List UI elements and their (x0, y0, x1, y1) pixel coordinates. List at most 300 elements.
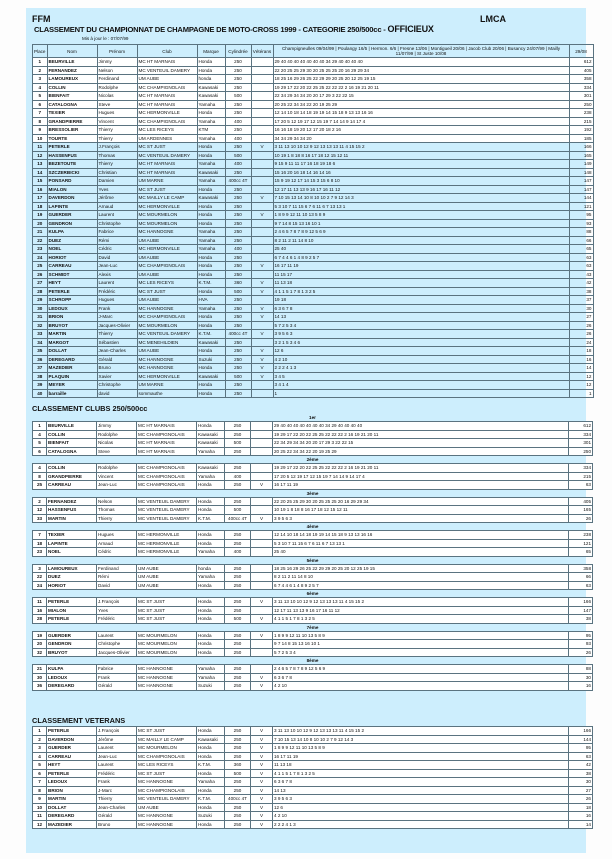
cell-nom: FERNANDEZ (47, 66, 97, 75)
table-row (33, 296, 594, 305)
cell-total: 26 (569, 795, 593, 804)
column-header-cylindree: Cylindrée (225, 45, 251, 58)
table-row (33, 820, 593, 829)
cell-scores: 9 7 14 8 15 13 16 10 1 (273, 640, 569, 649)
cell-club: MC CHAMPIGNOLAIS (137, 313, 197, 322)
cell-place: 4 (33, 752, 47, 761)
cell-marque: Honda (197, 143, 225, 152)
cell-nom: LAMOUREUX (47, 75, 97, 84)
cell-veteran (251, 236, 273, 245)
table-row (33, 464, 593, 473)
cell-club: MC HANNOGNE (137, 304, 197, 313)
cell-total: 144 (569, 194, 593, 203)
cell-prenom: Hugues (97, 109, 137, 118)
table-row (33, 795, 593, 804)
cell-scores: 3 11 13 10 10 12 9 12 13 13 13 11 4 15 15 2 (273, 598, 569, 607)
cell-prenom: Frédéric (97, 287, 137, 296)
cell-prenom: Alexis (97, 270, 137, 279)
cell-club: UM AUBE (137, 581, 197, 590)
cell-veteran: V (251, 279, 273, 288)
cell-veteran (251, 497, 273, 506)
cell-veteran (251, 134, 273, 143)
column-header-total: 29/08 (569, 45, 593, 58)
cell-nom: MARTIN (47, 514, 97, 523)
cell-veteran (251, 472, 273, 481)
cell-marque: Honda (197, 786, 225, 795)
table-row (33, 786, 593, 795)
cell-place: 39 (33, 381, 48, 390)
cell-veteran: V (251, 803, 273, 812)
cell-veteran: V (251, 313, 273, 322)
cell-veteran (251, 109, 273, 118)
cell-nom: PETERLE (47, 143, 97, 152)
club-rank-label: 8ème (306, 658, 319, 663)
cell-scores: 11 13 18 (273, 761, 569, 770)
cell-marque: Yamaha (197, 117, 225, 126)
cell-nom: SCHROPP (47, 296, 97, 305)
cell-prenom: Christophe (97, 381, 137, 390)
cell-cylindree: 250 (225, 631, 251, 640)
cell-scores: 22 20 25 25 29 30 20 25 25 25 20 16 29 29 34 (273, 66, 569, 75)
cell-prenom: Frank (97, 304, 137, 313)
table-row (33, 648, 593, 657)
cell-place: 12 (33, 506, 47, 515)
cell-cylindree: 250 (225, 820, 251, 829)
table-row (33, 548, 593, 557)
cell-cylindree: 500 (225, 372, 251, 381)
cell-marque: Honda (197, 287, 225, 296)
table-row (33, 134, 594, 143)
cell-marque: Kawasaki (197, 464, 225, 473)
table-row (33, 761, 593, 770)
cell-nom: GENDRON (47, 640, 97, 649)
cell-place: 36 (33, 682, 47, 691)
cell-nom: BRUYOT (47, 321, 97, 330)
cell-prenom: Christian (97, 168, 137, 177)
cell-veteran (251, 253, 273, 262)
cell-veteran: V (251, 735, 273, 744)
cell-veteran: V (251, 514, 273, 523)
cell-place: 33 (33, 514, 47, 523)
cell-nom: BEURVILLE (47, 422, 97, 431)
cell-prenom: Steve (97, 100, 137, 109)
cell-total: 334 (569, 430, 593, 439)
table-row (33, 606, 593, 615)
cell-total: 301 (569, 439, 593, 448)
cell-total: 612 (569, 58, 593, 67)
cell-total: 26 (569, 330, 593, 339)
cell-scores: 4 2 10 (273, 812, 569, 821)
cell-prenom: Yves (97, 606, 137, 615)
cell-scores: 5 7 2 5 3 4 (273, 648, 569, 657)
cell-nom: COLLIN (47, 464, 97, 473)
cell-veteran (251, 389, 273, 398)
cell-cylindree: 500 (225, 506, 251, 515)
cell-total: 93 (569, 640, 593, 649)
cell-total: 63 (569, 752, 593, 761)
cell-cylindree: 250 (225, 539, 251, 548)
cell-club: MC HERMONVILLE (137, 245, 197, 254)
cell-veteran (251, 219, 273, 228)
cell-nom: LEDOUX (47, 778, 97, 787)
cell-veteran: V (251, 347, 273, 356)
cell-place: 14 (33, 168, 48, 177)
cell-total: 63 (569, 262, 593, 271)
cell-place: 21 (33, 228, 48, 237)
table-row (33, 143, 594, 152)
cell-scores: 2 2 2 4 1 3 (273, 364, 569, 373)
cell-prenom: Arnaud (97, 539, 137, 548)
cell-cylindree: 250 (225, 531, 251, 540)
column-header-place: Place (33, 45, 48, 58)
cell-prenom: Frank (97, 673, 137, 682)
cell-nom: HORIOT (47, 253, 97, 262)
cell-cylindree: 250 (225, 202, 251, 211)
cell-club: MC HANNOGNE (137, 778, 197, 787)
cell-cylindree: 400 (225, 472, 251, 481)
cell-scores: 29 40 40 40 40 40 40 40 34 29 40 40 40 40 (273, 422, 569, 431)
cell-prenom: Rodolphe (97, 464, 137, 473)
cell-place: 40 (33, 389, 48, 398)
cell-marque: honda (197, 75, 225, 84)
cell-place: 18 (33, 539, 47, 548)
cell-club: MC HT MARNAIS (137, 58, 197, 67)
cell-total: 42 (569, 279, 593, 288)
cell-veteran (251, 228, 273, 237)
cell-club: MC MOURMELON (137, 219, 197, 228)
cell-prenom: Vincent (97, 117, 137, 126)
cell-club: MC LES RICEYS (137, 126, 197, 135)
cell-marque: Honda (197, 752, 225, 761)
lmca-label: LMCA (480, 14, 506, 24)
cell-place: 26 (33, 270, 48, 279)
cell-veteran (251, 117, 273, 126)
cell-marque: K.T.M. (197, 514, 225, 523)
cell-total: 27 (569, 786, 593, 795)
table-row (33, 564, 593, 573)
cell-prenom: Hugues (97, 296, 137, 305)
cell-prenom: Christophe (97, 219, 137, 228)
cell-total: 1 (569, 389, 593, 398)
cell-total: 18 (569, 347, 593, 356)
cell-club: MC HANNOGNE (137, 673, 197, 682)
cell-total: 12 (569, 372, 593, 381)
cell-prenom: Frédéric (97, 769, 137, 778)
table-row (33, 364, 594, 373)
column-header-club: Club (137, 45, 197, 58)
cell-total: 358 (569, 564, 593, 573)
cell-scores: 20 25 22 34 34 22 20 19 25 29 (273, 447, 569, 456)
club-rank-label: 4ème (306, 524, 319, 529)
table-row (33, 514, 593, 523)
cell-prenom: David (97, 253, 137, 262)
cell-marque: Honda (197, 262, 225, 271)
table-row (33, 330, 594, 339)
cell-club: MC HANNOGNE (137, 665, 197, 674)
club-rank-label: 1er (309, 415, 316, 420)
cell-veteran (251, 422, 273, 431)
table-row (33, 682, 593, 691)
cell-club: MC HT MARNAIS (137, 92, 197, 101)
cell-prenom: Thomas (97, 506, 137, 515)
cell-club: MC ST JUST (137, 185, 197, 194)
table-row (33, 673, 593, 682)
cell-veteran: V (251, 761, 273, 770)
cell-prenom: Jimmy (97, 422, 137, 431)
cell-nom: SZCZERBICKI (47, 168, 97, 177)
cell-veteran (251, 464, 273, 473)
cell-veteran: V (251, 820, 273, 829)
cell-place: 17 (33, 194, 48, 203)
table-row (33, 472, 593, 481)
cell-cylindree: 400cc 4T (225, 514, 251, 523)
cell-club: MC ST JUST (137, 606, 197, 615)
cell-cylindree: 400 (225, 117, 251, 126)
main-ranking-table (32, 44, 594, 398)
cell-scores: 25 40 (273, 245, 569, 254)
title-highlight: OFFICIEUX (387, 24, 434, 34)
cell-cylindree: 250 (225, 75, 251, 84)
cell-total: 16 (569, 355, 593, 364)
cell-cylindree: 250 (225, 219, 251, 228)
cell-marque: Honda (197, 202, 225, 211)
cell-cylindree: 250 (225, 228, 251, 237)
cell-prenom: Frédéric (97, 615, 137, 624)
cell-nom: MAZEDIER (47, 364, 97, 373)
cell-nom: COLLIN (47, 430, 97, 439)
table-row (33, 109, 594, 118)
cell-nom: KULPA (47, 228, 97, 237)
cell-veteran: V (251, 682, 273, 691)
cell-place: 7 (33, 778, 47, 787)
cell-club: MC ST JUST (137, 615, 197, 624)
cell-scores: 3 9 5 6 3 (273, 330, 569, 339)
cell-prenom: David (97, 581, 137, 590)
cell-total: 149 (569, 160, 593, 169)
cell-veteran: V (251, 778, 273, 787)
cell-marque: Kawasaki (197, 92, 225, 101)
cell-club: MC ST JUST (137, 287, 197, 296)
cell-total: 93 (569, 219, 593, 228)
cell-nom: HORIOT (47, 581, 97, 590)
cell-nom: TEXIER (47, 531, 97, 540)
cell-total: 215 (569, 472, 593, 481)
cell-total: 301 (569, 92, 593, 101)
cell-prenom: Sébastien (97, 338, 137, 347)
cell-place: 30 (33, 673, 47, 682)
cell-prenom: Thierry (97, 514, 137, 523)
cell-cylindree: 500 (225, 92, 251, 101)
table-row (33, 100, 594, 109)
cell-place: 8 (33, 117, 48, 126)
club-rank-heading (33, 590, 593, 598)
cell-prenom: Jean-Charles (97, 803, 137, 812)
cell-nom: MIALON (47, 185, 97, 194)
cell-total: 215 (569, 117, 593, 126)
cell-veteran: V (251, 194, 273, 203)
cell-club: MC MAILLY LE CAMP (137, 735, 197, 744)
cell-cylindree: 250 (225, 812, 251, 821)
cell-scores: 12 17 11 13 13 9 16 17 16 11 12 (273, 185, 569, 194)
cell-prenom: Thierry (97, 795, 137, 804)
cell-prenom: Jérôme (97, 735, 137, 744)
cell-place: 22 (33, 573, 47, 582)
cell-marque: Honda (197, 506, 225, 515)
cell-club: MC CHAMPIGNOLAIS (137, 752, 197, 761)
cell-place: 10 (33, 134, 48, 143)
cell-veteran (251, 648, 273, 657)
cell-cylindree: 500 (225, 439, 251, 448)
cell-veteran (251, 430, 273, 439)
cell-cylindree: 250 (225, 752, 251, 761)
cell-total: 166 (569, 598, 593, 607)
cell-club: UM AUBE (137, 347, 197, 356)
cell-place: 25 (33, 481, 47, 490)
cell-club: MC HT MARNAIS (137, 160, 197, 169)
cell-club: MC ST JUST (137, 769, 197, 778)
table-row (33, 581, 593, 590)
cell-nom: DOLLAT (47, 803, 97, 812)
cell-marque: Honda (197, 58, 225, 67)
cell-marque: Honda (197, 381, 225, 390)
cell-veteran: V (251, 744, 273, 753)
cell-marque: Yamaha (197, 160, 225, 169)
cell-scores: 1 (273, 389, 569, 398)
cell-total: 238 (569, 531, 593, 540)
cell-place: 27 (33, 279, 48, 288)
cell-total: 66 (569, 573, 593, 582)
cell-place: 16 (33, 606, 47, 615)
cell-marque: Honda (197, 606, 225, 615)
cell-veteran: V (251, 786, 273, 795)
cell-total: 37 (569, 296, 593, 305)
cell-place: 19 (33, 211, 48, 220)
cell-nom: HASSENFUS (47, 506, 97, 515)
cell-marque: Yamaha (197, 134, 225, 143)
cell-nom: COLLIN (47, 83, 97, 92)
cell-prenom: Jérôme (97, 194, 137, 203)
cell-total: 250 (569, 447, 593, 456)
cell-total: 38 (569, 769, 593, 778)
cell-club: MC CHAMPIGNOLAIS (137, 83, 197, 92)
cell-place: 34 (33, 338, 48, 347)
cell-veteran (251, 185, 273, 194)
table-row (33, 727, 593, 736)
cell-nom: LEDOUX (47, 673, 97, 682)
cell-cylindree: 250 (225, 347, 251, 356)
cell-club: MC HT MARNAIS (137, 422, 197, 431)
cell-marque: Honda (197, 581, 225, 590)
cell-scores: 2 4 6 5 7 8 7 8 9 12 5 6 9 (273, 228, 569, 237)
cell-prenom: Damien (97, 177, 137, 186)
cell-nom: GUERDER (47, 744, 97, 753)
cell-place: 8 (33, 786, 47, 795)
cell-place: 12 (33, 151, 48, 160)
cell-marque: Honda (197, 481, 225, 490)
cell-veteran: V (251, 287, 273, 296)
cell-place: 11 (33, 143, 48, 152)
cell-nom: BRESSOLIER (47, 126, 97, 135)
cell-club: MC MAILLY LE CAMP (137, 194, 197, 203)
cell-veteran (251, 75, 273, 84)
cell-cylindree: 400 (225, 134, 251, 143)
cell-scores: 10 19 1 8 18 8 16 17 18 12 15 12 11 (273, 151, 569, 160)
cell-nom: BRION (47, 786, 97, 795)
cell-marque: Kawasaki (197, 83, 225, 92)
cell-club: UM AUBE (137, 236, 197, 245)
cell-total: 38 (569, 615, 593, 624)
cell-place: 19 (33, 631, 47, 640)
cell-marque: Honda (197, 803, 225, 812)
cell-nom: HEYT (47, 279, 97, 288)
cell-scores: 18 25 16 29 26 25 22 29 29 20 25 20 12 25 19 15 (273, 564, 569, 573)
cell-total: 612 (569, 422, 593, 431)
cell-marque: honda (197, 564, 225, 573)
cell-club: UM AUBE (137, 564, 197, 573)
cell-prenom: Frank (97, 778, 137, 787)
cell-veteran: V (251, 262, 273, 271)
veterans-ranking-table (32, 726, 593, 829)
cell-club: MC LES RICEYS (137, 279, 197, 288)
column-header-scores: Champigneulles 09/04/99 | Poulangy 16/5 | Hermon. 6/6 | Fresne 13/06 | Montigueil 20/06 | Jacob Club 20/06 | Busancy 24/07/99 | Mailly 11/07/99 | St Juste 10/08 (273, 45, 569, 58)
cell-veteran: V (251, 615, 273, 624)
table-row (33, 160, 594, 169)
cell-scores: 6 3 6 7 8 (273, 304, 569, 313)
cell-marque: Kawasaki (197, 194, 225, 203)
cell-scores: 18 25 16 29 26 25 22 29 29 20 25 20 12 25 19 15 (273, 75, 569, 84)
cell-nom: CARREAU (47, 481, 97, 490)
cell-nom: DAVERDON (47, 194, 97, 203)
cell-veteran: V (251, 364, 273, 373)
cell-veteran: V (251, 673, 273, 682)
table-row (33, 422, 593, 431)
cell-cylindree: 250 (225, 83, 251, 92)
table-row (33, 168, 594, 177)
cell-veteran (251, 270, 273, 279)
table-row (33, 506, 593, 515)
cell-scores: 4 2 10 (273, 355, 569, 364)
cell-nom: KULPA (47, 665, 97, 674)
table-row (33, 228, 594, 237)
cell-total: 121 (569, 202, 593, 211)
cell-scores: 14 13 (273, 313, 569, 322)
cell-nom: TEXIER (47, 109, 97, 118)
cell-nom: DUEZ (47, 236, 97, 245)
cell-veteran (251, 83, 273, 92)
cell-scores: 5 3 10 7 11 15 6 7 6 11 6 7 13 13 1 (273, 539, 569, 548)
cell-prenom: Cédric (97, 245, 137, 254)
cell-nom: NOEL (47, 548, 97, 557)
cell-club: MC CHAMPIGNOLAIS (137, 464, 197, 473)
cell-total: 166 (569, 727, 593, 736)
cell-marque: Yamaha (197, 236, 225, 245)
cell-nom: GRANDPIERRE (47, 117, 97, 126)
cell-scores: 6 3 6 7 8 (273, 778, 569, 787)
cell-club: MC CHAMPIGNOLAIS (137, 117, 197, 126)
cell-prenom: Laurent (97, 631, 137, 640)
cell-veteran (251, 177, 273, 186)
club-rank-heading (33, 414, 593, 422)
table-row (33, 177, 594, 186)
cell-cylindree: 250 (225, 211, 251, 220)
table-row (33, 439, 593, 448)
cell-marque: Honda (197, 151, 225, 160)
cell-veteran (251, 564, 273, 573)
cell-cylindree: 360 (225, 279, 251, 288)
cell-prenom: Ferdinand (97, 564, 137, 573)
cell-club: MC VENTEUIL DAMERY (137, 330, 197, 339)
cell-marque: Yamaha (197, 228, 225, 237)
